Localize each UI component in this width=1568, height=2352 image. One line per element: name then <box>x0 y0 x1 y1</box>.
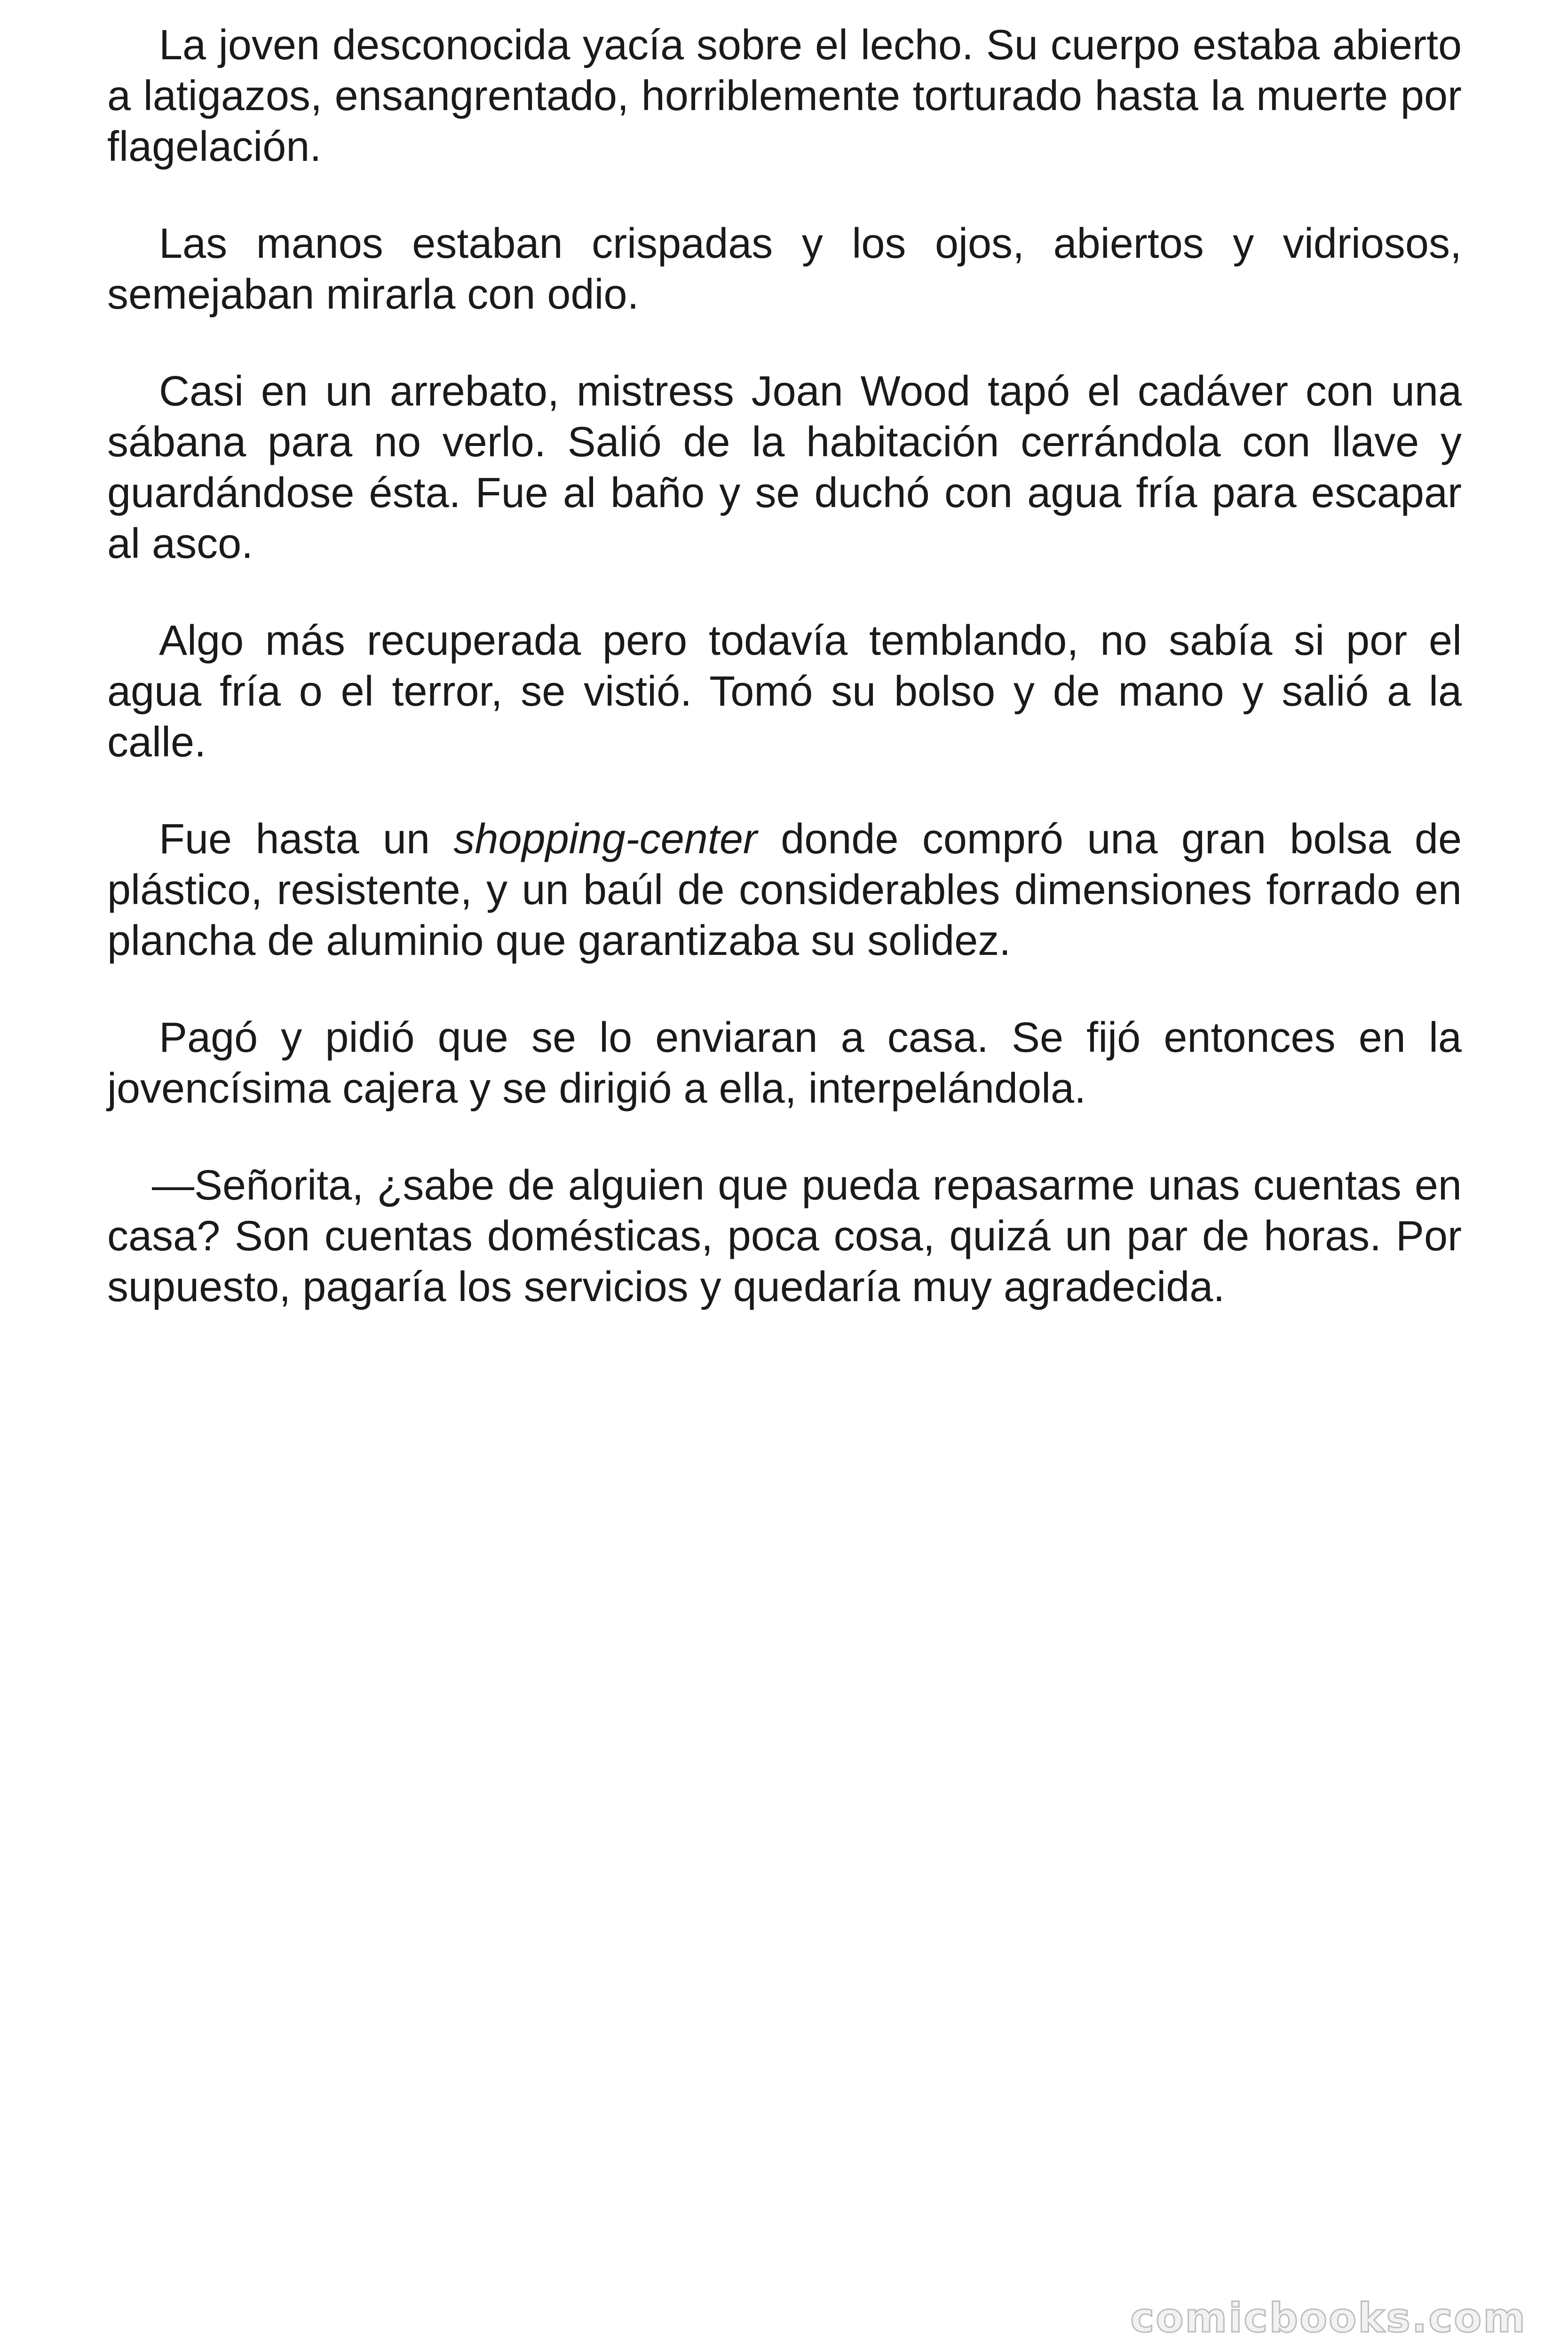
paragraph-7-dialogue: —Señorita, ¿sabe de alguien que pueda repasarme unas cuentas en casa? Son cuentas domésticas, poca cosa, quizá un par de horas. Por supuesto, pagaría los servicios y quedaría muy agradecida. <box>107 1162 1462 1311</box>
paragraph-5-rest: donde compró una gran bolsa de plástico, resistente, y un baúl de considerables dimensiones forrado en plancha de aluminio que garantizaba su solidez. <box>107 816 1462 964</box>
paragraph-2: Las manos estaban crispadas y los ojos, abiertos y vidriosos, semejaban mirarla con odio. <box>107 220 1462 318</box>
paragraph-5 <box>107 814 1462 966</box>
page-body <box>107 20 1462 1359</box>
watermark: comicbooks.com <box>1130 2295 1527 2342</box>
paragraph-4: Algo más recuperada pero todavía temblando, no sabía si por el agua fría o el terror, se vistió. Tomó su bolso y de mano y salió a la calle. <box>107 617 1462 766</box>
paragraph-3: Casi en un arrebato, mistress Joan Wood tapó el cadáver con una sábana para no verlo. Salió de la habitación cerrándola con llave y guardándose ésta. Fue al baño y se duchó con agua fría para escapar al asco. <box>107 368 1462 567</box>
paragraph-5-lead: Fue hasta un <box>159 816 454 863</box>
paragraph-6: Pagó y pidió que se lo enviaran a casa. Se fijó entonces en la jovencísima cajera y se dirigió a ella, interpelándola. <box>107 1014 1462 1112</box>
paragraph-1: La joven desconocida yacía sobre el lecho. Su cuerpo estaba abierto a latigazos, ensangrentado, horriblemente torturado hasta la muerte por flagelación. <box>107 22 1462 170</box>
paragraph-5-italic-term: shopping-center <box>453 816 757 863</box>
